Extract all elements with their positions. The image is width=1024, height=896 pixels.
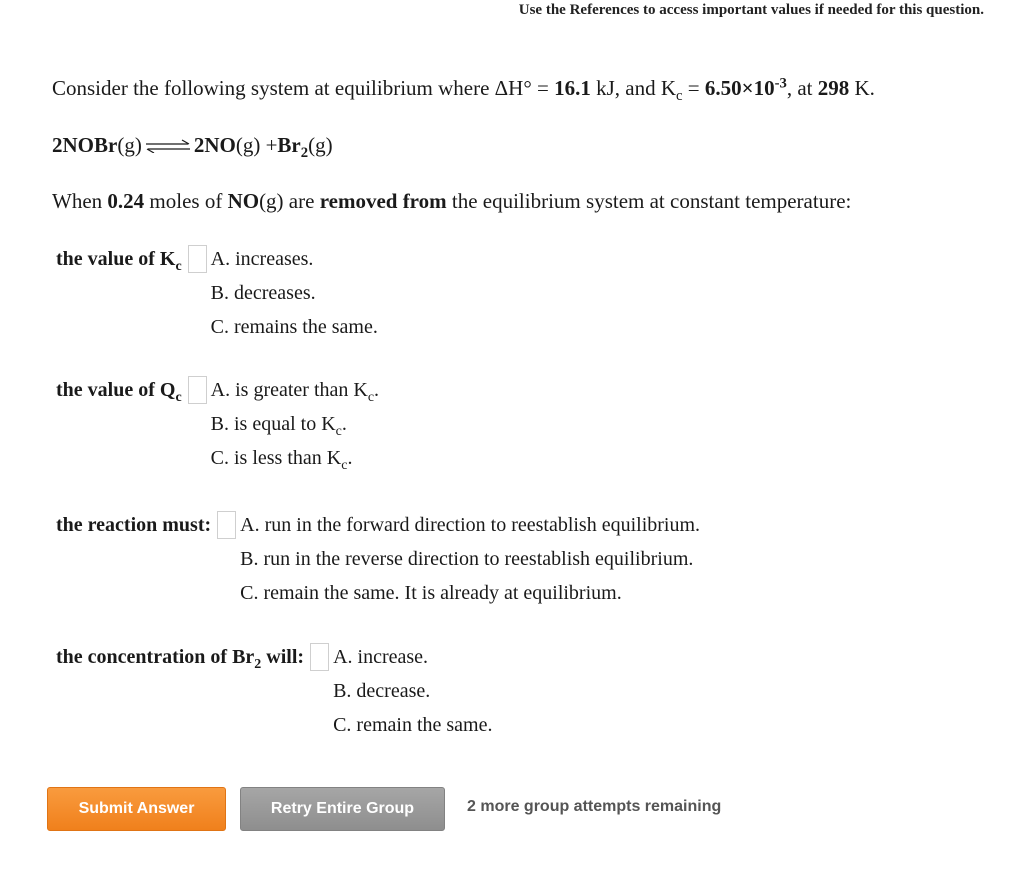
question-label: the reaction must: <box>56 514 212 536</box>
delta-h-symbol: ΔH° = <box>494 76 555 100</box>
option-a: A. increase. <box>333 646 429 668</box>
temperature-unit: K. <box>849 76 875 100</box>
option-list <box>333 643 492 745</box>
question-br2-concentration <box>56 643 492 745</box>
reactant-formula: 2NOBr <box>52 133 118 157</box>
problem-statement <box>52 75 875 105</box>
answer-input[interactable] <box>310 643 329 671</box>
option-list <box>211 245 378 347</box>
question-label: the concentration of $Br_2$ will: <box>56 646 305 672</box>
answer-input[interactable] <box>188 376 207 404</box>
question-label: the value of $Q_c$ <box>56 379 182 405</box>
delta-h-unit: kJ, and K <box>590 76 677 100</box>
product1-formula: 2NO <box>193 133 236 157</box>
option-b: B. run in the reverse direction to reestablish equilibrium. <box>240 548 694 570</box>
option-b: B. decreases. <box>210 282 316 304</box>
moles-value: 0.24 <box>107 189 145 213</box>
answer-input[interactable] <box>188 245 207 273</box>
product2-state: (g) <box>308 133 333 157</box>
kc-exponent: -3 <box>774 75 787 92</box>
question-reaction-direction <box>56 511 700 613</box>
option-a: A. increases. <box>210 248 314 270</box>
perturbation-statement: When 0.24 moles of NO(g) are removed from the equilibrium system at constant temperature: <box>52 189 852 213</box>
retry-entire-group-button[interactable]: Retry Entire Group <box>240 787 445 831</box>
question-qc <box>56 376 379 478</box>
reaction-equation <box>52 133 333 162</box>
question-kc <box>56 245 378 347</box>
at-text: , at <box>786 76 818 100</box>
references-note: Use the References to access important values if needed for this question. <box>518 2 984 18</box>
kc-equals: = <box>682 76 705 100</box>
answer-input[interactable] <box>217 511 236 539</box>
delta-h-value: 16.1 <box>554 76 591 100</box>
question-label: the value of $K_c$ <box>56 248 182 274</box>
attempts-remaining: 2 more group attempts remaining <box>467 798 722 815</box>
intro-prefix: Consider the following system at equilibrium where <box>52 76 495 100</box>
option-a: A. is greater than $K_c$. <box>210 379 380 405</box>
option-c: C. is less than $K_c$. <box>210 447 353 473</box>
option-b: B. decrease. <box>333 680 431 702</box>
product1-state: (g) + <box>235 133 278 157</box>
perturbation-action: removed from <box>319 189 447 213</box>
option-c: C. remain the same. <box>333 714 493 736</box>
equilibrium-arrow-icon <box>144 139 192 153</box>
option-c: C. remains the same. <box>210 316 378 338</box>
option-c: C. remain the same. It is already at equilibrium. <box>240 582 622 604</box>
reactant-state: (g) <box>117 133 142 157</box>
option-a: A. run in the forward direction to reestablish equilibrium. <box>240 514 701 536</box>
option-b: B. is equal to $K_c$. <box>210 413 347 439</box>
kc-subscript: c <box>676 88 683 105</box>
option-list <box>240 511 700 613</box>
product2-formula: $Br_2$ <box>277 133 309 162</box>
kc-value: $6.50\times 10^{-3}$ <box>704 75 787 100</box>
temperature-value: 298 <box>817 76 850 100</box>
removed-species: NO <box>227 189 260 213</box>
option-list <box>211 376 379 478</box>
submit-answer-button[interactable]: Submit Answer <box>47 787 226 831</box>
